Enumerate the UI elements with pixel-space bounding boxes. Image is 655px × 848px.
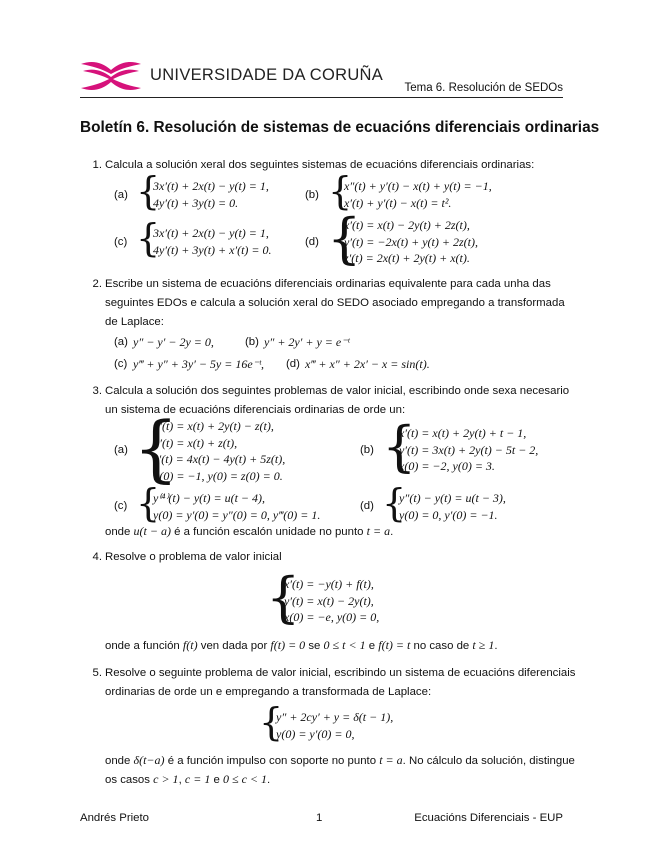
p1-c-system — [153, 225, 272, 258]
page-title: Boletín 6. Resolución de sistemas de ecuacións diferenciais ordinarias — [80, 119, 600, 136]
p4-note-text-3: se — [305, 640, 324, 652]
p3-d-system — [399, 490, 506, 523]
p4-note-math-2: f(t) = 0 — [270, 638, 306, 652]
p4-eq-1: x′(t) = −y(t) + f(t), — [284, 577, 374, 591]
p5-note2-math-1: c > 1 — [153, 772, 179, 786]
p1-c-label: (c) — [114, 236, 128, 248]
p3-d-eq-2: y(0) = 0, y′(0) = −1. — [399, 507, 498, 522]
p4-note-math-4: f(t) = t — [378, 638, 411, 652]
p3-a-eq-3: z′(t) = 4x(t) − 4y(t) + 5z(t), — [154, 452, 286, 466]
p3-note-pre: onde — [105, 526, 134, 538]
p3-c-eq-2: y(0) = y′(0) = y″(0) = 0, y‴(0) = 1. — [153, 507, 321, 522]
p3-c-brace: { — [136, 481, 161, 525]
p3-a-eq-4: x(0) = −1, y(0) = z(0) = 0. — [154, 468, 283, 483]
p3-b-eq-2: y′(t) = 3x(t) + 2y(t) − 5t − 2, — [399, 442, 539, 457]
university-logo — [80, 58, 142, 94]
p4-note-math-1: f(t) — [182, 638, 198, 652]
p5-note-1 — [105, 751, 575, 771]
p1-d-eq-3: z′(t) = 2x(t) + 2y(t) + x(t). — [344, 251, 470, 265]
problem-5-line-2: ordinarias de orde un e empregando a transformada de Laplace: — [105, 686, 432, 698]
p1-a-eq-2: 4y′(t) + 3y(t) = 0. — [153, 195, 239, 210]
p3-a-eq-1: x′(t) = x(t) + 2y(t) − z(t), — [154, 419, 274, 433]
p5-note1-math-2: t = a — [379, 753, 403, 767]
p5-note2-text-3: e — [210, 774, 224, 786]
p1-c-brace: { — [136, 216, 161, 260]
chapter-label: Tema 6. Resolución de SEDOs — [404, 82, 563, 94]
p3-a-system — [154, 418, 285, 484]
p3-note-post: . — [390, 526, 394, 538]
p3-a-brace: { — [133, 406, 179, 490]
problem-4-number: 4. — [92, 551, 102, 563]
p4-note — [105, 636, 498, 656]
p4-eq-2: y′(t) = x(t) − 2y(t), — [284, 593, 374, 608]
p2-d-label: (d) — [286, 358, 300, 370]
problem-3-line-2: un sistema de ecuacións diferenciais ordinarias de orde un: — [105, 404, 406, 416]
p5-brace: { — [259, 700, 284, 744]
p4-note-text-2: ven dada por — [197, 640, 271, 652]
p5-note2-text-2: , — [178, 774, 185, 786]
p1-b-brace: { — [328, 169, 353, 213]
p2-a-eq: y″ − y′ − 2y = 0, — [133, 335, 214, 349]
p5-note2-text-4: . — [267, 774, 271, 786]
problem-2-line-1: Escribe un sistema de ecuacións diferenciais ordinarias equivalente para cada unha das — [105, 278, 551, 290]
problem-2-number: 2. — [92, 278, 102, 290]
p5-system — [276, 709, 393, 742]
p4-brace: { — [266, 566, 301, 629]
p5-eq-2: y(0) = y′(0) = 0, — [276, 726, 355, 741]
problem-1-number: 1. — [92, 159, 102, 171]
p3-b-eq-1: x′(t) = x(t) + 2y(t) + t − 1, — [399, 426, 527, 440]
p4-note-math-5: t ≥ 1 — [472, 638, 495, 652]
p1-d-label: (d) — [305, 236, 319, 248]
p3-note-math-1: u(t − a) — [133, 524, 171, 538]
p1-a-system — [153, 178, 269, 211]
p3-d-eq-1: y″(t) − y(t) = u(t − 3), — [399, 491, 506, 505]
p4-note-text-4: e — [365, 640, 379, 652]
p1-b-eq-2: x′(t) + y′(t) − x(t) = t². — [344, 195, 452, 210]
p5-note2-math-3: 0 ≤ c < 1 — [223, 772, 268, 786]
footer-page-number: 1 — [316, 812, 323, 824]
p4-note-text-1: onde a función — [105, 640, 183, 652]
p2-c-label: (c) — [114, 358, 128, 370]
p4-system — [284, 576, 379, 626]
p3-a-label: (a) — [114, 444, 128, 456]
p1-a-label: (a) — [114, 189, 128, 201]
problem-5-line-1: Resolve o seguinte problema de valor inicial, escribindo un sistema de ecuacións diferenciais — [105, 667, 576, 679]
p2-b-eq: y″ + 2y′ + y = e⁻ᵗ — [264, 335, 350, 349]
p1-d-eq-1: x′(t) = x(t) − 2y(t) + 2z(t), — [344, 218, 470, 232]
problem-4-text: Resolve o problema de valor inicial — [105, 551, 282, 563]
p2-b-label: (b) — [245, 336, 259, 348]
problem-5-text — [105, 664, 575, 702]
p1-d-brace: { — [327, 207, 362, 270]
p5-note1-text-1: onde — [105, 755, 134, 767]
p1-c-eq-2: 4y′(t) + 3y(t) + x′(t) = 0. — [153, 242, 272, 257]
p3-b-eq-3: x(0) = −2, y(0) = 3. — [399, 459, 495, 473]
p1-d-eq-2: y′(t) = −2x(t) + y(t) + 2z(t), — [344, 234, 478, 249]
p1-a-eq-1: 3x′(t) + 2x(t) − y(t) = 1, — [153, 179, 269, 193]
p5-note2-text-1: os casos — [105, 774, 154, 786]
p3-note-mid: é a función escalón unidade no punto — [170, 526, 367, 538]
problem-3-line-1: Calcula a solución dos seguintes problemas de valor inicial, escribindo onde sexa necesario — [105, 385, 570, 397]
university-name: UNIVERSIDADE DA CORUÑA — [150, 66, 384, 84]
p5-eq-1: y″ + 2cy′ + y = δ(t − 1), — [276, 710, 394, 724]
problem-5-number: 5. — [92, 667, 102, 679]
p3-a-eq-2: y′(t) = x(t) + z(t), — [154, 435, 238, 450]
header-rule — [80, 97, 563, 98]
p1-d-system — [344, 217, 478, 267]
p5-note1-math-1: δ(t−a) — [133, 753, 165, 767]
p3-b-system — [399, 425, 538, 475]
p4-note-text-5: no caso de — [410, 640, 473, 652]
p2-c-eq: y‴ + y″ + 3y′ − 5y = 16e⁻ᵗ, — [133, 357, 265, 371]
p3-c-system — [153, 490, 320, 523]
p4-eq-3: x(0) = −e, y(0) = 0, — [284, 610, 380, 624]
p1-b-eq-1: x″(t) + y′(t) − x(t) + y(t) = −1, — [344, 179, 492, 193]
logo-mark — [81, 62, 141, 90]
p1-b-label: (b) — [305, 189, 319, 201]
p5-note2-math-2: c = 1 — [184, 772, 211, 786]
p5-note-2 — [105, 770, 270, 790]
p5-note1-text-2: é a función impulso con soporte no punto — [164, 755, 380, 767]
p4-note-math-3: 0 ≤ t < 1 — [323, 638, 366, 652]
p2-a-label: (a) — [114, 336, 128, 348]
p3-d-label: (d) — [360, 500, 374, 512]
p3-b-label: (b) — [360, 444, 374, 456]
problem-3-number: 3. — [92, 385, 102, 397]
p3-note — [105, 522, 393, 542]
p3-d-brace: { — [382, 481, 407, 525]
p3-c-label: (c) — [114, 500, 128, 512]
problem-2-line-2: seguintes EDOs e calcula a solución xeral do SEDO asociado empregando a transformada — [105, 297, 565, 309]
problem-2-text — [105, 275, 565, 332]
p1-c-eq-1: 3x′(t) + 2x(t) − y(t) = 1, — [153, 226, 269, 240]
p3-b-brace: { — [382, 415, 417, 478]
footer-course: Ecuacións Diferenciais - EUP — [414, 812, 563, 824]
p5-note1-text-3: . No cálculo da solución, distingue — [402, 755, 575, 767]
p2-d-eq: x‴ + x″ + 2x′ − x = sin(t). — [305, 357, 430, 371]
problem-2-line-3: de Laplace: — [105, 316, 164, 328]
problem-1-text: Calcula a solución xeral dos seguintes sistemas de ecuacións diferenciais ordinarias: — [105, 159, 535, 171]
p1-b-system — [344, 178, 492, 211]
footer-author: Andrés Prieto — [80, 812, 150, 824]
p1-a-brace: { — [136, 169, 161, 213]
p4-note-text-6: . — [494, 640, 498, 652]
p3-c-eq-1: y⁽⁴⁾(t) − y(t) = u(t − 4), — [153, 491, 265, 505]
p3-note-math-2: t = a — [366, 524, 391, 538]
